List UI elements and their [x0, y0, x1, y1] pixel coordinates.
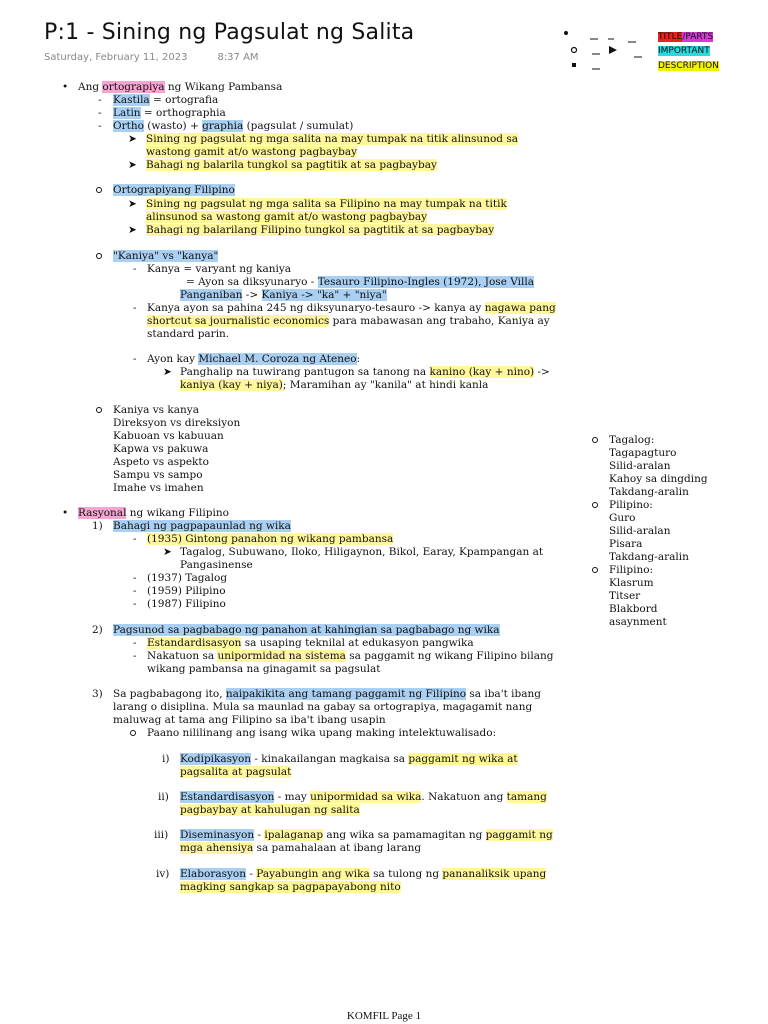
list-number: 3)	[92, 688, 103, 700]
dash-icon: -	[133, 302, 137, 314]
list-item: Guro	[609, 512, 636, 524]
list-item: (1959) Pilipino	[147, 585, 226, 597]
side-tagalog-label: Tagalog:	[609, 434, 655, 446]
circle-bullet-icon	[592, 564, 598, 577]
page-footer: KOMFIL Page 1	[346, 1010, 422, 1022]
page-title: P:1 - Sining ng Pagsulat ng Salita	[44, 20, 415, 45]
dash-icon: -	[98, 94, 102, 106]
list-item: wastong gamit at/o wastong pagbaybay	[146, 146, 358, 158]
dash-icon: -	[133, 353, 137, 365]
circle-bullet-icon	[96, 404, 102, 417]
list-item: = Ayon sa diksyunaryo - Tesauro Filipino-Ingles (1972), Jose Villa	[186, 276, 534, 288]
arrow-bullet-icon: ➤	[128, 159, 137, 171]
bullet-icon: •	[62, 507, 69, 519]
circle-bullet-icon	[130, 727, 136, 740]
list-item: (1937) Tagalog	[147, 572, 228, 584]
list-item: standard parin.	[147, 328, 230, 340]
list-item: (1935) Gintong panahon ng wikang pambansa	[147, 533, 394, 545]
section-ortograpiyang-filipino: Ortograpiyang Filipino	[113, 184, 235, 196]
list-item: Pagsunod sa pagbabago ng panahon at kahingian sa pagbabago ng wika	[113, 624, 500, 636]
list-item: Kahoy sa dingding	[609, 473, 708, 485]
dash-icon: -	[133, 572, 137, 584]
list-item: Bahagi ng balarilang Filipino tungkol sa pagtitik at sa pagbaybay	[146, 224, 495, 236]
list-item: (1987) Filipino	[147, 598, 226, 610]
arrow-bullet-icon: ➤	[163, 546, 172, 558]
dash-icon: -	[133, 533, 137, 545]
arrow-bullet-icon: ➤	[163, 366, 172, 378]
dash-icon: -	[98, 120, 102, 132]
list-item: Kanya = varyant ng kaniya	[147, 263, 292, 275]
circle-bullet-icon	[96, 184, 102, 197]
dash-icon: -	[133, 263, 137, 275]
circle-bullet-icon	[592, 499, 598, 512]
side-pilipino-label: Pilipino:	[609, 499, 653, 511]
circle-bullet-icon	[96, 250, 102, 263]
list-item: Silid-aralan	[609, 525, 671, 537]
list-item: Panganiban -> Kaniya -> "ka" + "niya"	[180, 289, 387, 301]
list-item: asaynment	[609, 616, 667, 628]
list-item: Takdang-aralin	[609, 551, 689, 563]
list-number: i)	[162, 753, 170, 765]
list-item: Paano nililinang ang isang wika upang making intelektuwalisado:	[147, 727, 497, 739]
list-item: alinsunod sa wastong gamit at/o wastong pagbaybay	[146, 211, 428, 223]
list-item: Kapwa vs pakuwa	[113, 443, 209, 455]
section-ortograpiya: Ang ortograpiya ng Wikang Pambansa	[78, 81, 283, 93]
list-item: Sining ng pagsulat ng mga salita na may tumpak na titik alinsunod sa	[146, 133, 518, 145]
dash-icon: -	[98, 107, 102, 119]
list-item: Direksyon vs direksiyon	[113, 417, 241, 429]
list-item: Latin = orthographia	[113, 107, 226, 119]
list-item: Estandardisasyon - may unipormidad sa wika. Nakatuon ang tamang	[180, 791, 547, 803]
section-rasyonal: Rasyonal ng wikang Filipino	[78, 507, 229, 519]
list-item: magking sangkap sa pagpapayabong nito	[180, 881, 401, 893]
date-text: Saturday, February 11, 2023	[44, 52, 188, 63]
list-item: shortcut sa journalistic economics para mabawasan ang trabaho, Kaniya ay	[147, 315, 550, 327]
list-item: Nakatuon sa unipormidad na sistema sa paggamit ng wikang Filipino bilang	[147, 650, 554, 662]
list-item: Panghalip na tuwirang pantugon sa tanong na kanino (kay + nino) ->	[180, 366, 550, 378]
dash-icon: -	[133, 585, 137, 597]
list-item: wikang pambansa na ginagamit sa pagsulat	[147, 663, 381, 675]
list-item: Tagalog, Subuwano, Iloko, Hiligaynon, Bikol, Earay, Kpampangan at	[180, 546, 544, 558]
list-item: Pisara	[609, 538, 643, 550]
list-item: pagbaybay at kahulugan ng salita	[180, 804, 360, 816]
list-item: Titser	[609, 590, 641, 602]
list-item: Silid-aralan	[609, 460, 671, 472]
list-item: pagsalita at pagsulat	[180, 766, 292, 778]
time-text: 8:37 AM	[217, 52, 259, 63]
list-item: Sa pagbabagong ito, naipakikita ang tamang paggamit ng Filipino sa iba't ibang	[113, 688, 541, 700]
list-item: Tagapagturo	[609, 447, 677, 459]
list-item: Kabuoan vs kabuuan	[113, 430, 224, 442]
list-item: Kodipikasyon - kinakailangan magkaisa sa paggamit ng wika at	[180, 753, 518, 765]
legend-outline-drawing	[562, 28, 658, 72]
list-item: Aspeto vs aspekto	[113, 456, 209, 468]
side-filipino-label: Filipino:	[609, 564, 654, 576]
list-number: iii)	[154, 829, 169, 841]
list-item: Estandardisasyon sa usaping teknilal at edukasyon pangwika	[147, 637, 474, 649]
list-item: Bahagi ng pagpapaunlad ng wika	[113, 520, 291, 532]
list-item: kaniya (kay + niya); Maramihan ay "kanila" at hindi kanla	[180, 379, 489, 391]
page-date	[44, 52, 259, 63]
list-item: Diseminasyon - ipalaganap ang wika sa pamamagitan ng paggamit ng	[180, 829, 553, 841]
legend-description: DESCRIPTION	[658, 61, 719, 71]
list-number: 2)	[92, 624, 103, 636]
list-item: Kanya ayon sa pahina 245 ng diksyunaryo-tesauro -> kanya ay nagawa pang	[147, 302, 556, 314]
list-item: mga ahensiya sa pamahalaan at ibang larang	[180, 842, 422, 854]
list-item: Elaborasyon - Payabungin ang wika sa tulong ng pananaliksik upang	[180, 868, 547, 880]
list-item: maluwag at tama ang Filipino sa iba't ibang usapin	[113, 714, 386, 726]
circle-bullet-icon	[592, 434, 598, 447]
list-item: larang o disiplina. Mula sa maunlad na gabay sa ortograpiya, magagamit nang	[113, 701, 533, 713]
list-item: Kastila = ortografia	[113, 94, 219, 106]
arrow-bullet-icon: ➤	[128, 133, 137, 145]
dash-icon: -	[133, 598, 137, 610]
list-item: Ortho (wasto) + graphia (pagsulat / sumulat)	[113, 120, 354, 132]
legend-title-parts: TITLE/PARTS	[658, 32, 714, 42]
legend-important: IMPORTANT	[658, 46, 710, 56]
list-number: ii)	[158, 791, 169, 803]
list-item: Blakbord	[609, 603, 658, 615]
list-number: iv)	[156, 868, 170, 880]
list-item: Takdang-aralin	[609, 486, 689, 498]
dash-icon: -	[133, 650, 137, 662]
dash-icon: -	[133, 637, 137, 649]
list-item: Kaniya vs kanya	[113, 404, 199, 416]
list-item: Klasrum	[609, 577, 654, 589]
list-item: Pangasinense	[180, 559, 253, 571]
arrow-bullet-icon: ➤	[128, 198, 137, 210]
list-item: Sining ng pagsulat ng mga salita sa Filipino na may tumpak na titik	[146, 198, 507, 210]
section-kaniya-vs-kanya: "Kaniya" vs "kanya"	[113, 250, 219, 262]
list-number: 1)	[92, 520, 103, 532]
list-item: Imahe vs imahen	[113, 482, 204, 494]
list-item: Sampu vs sampo	[113, 469, 203, 481]
list-item: Bahagi ng balarila tungkol sa pagtitik at sa pagbaybay	[146, 159, 437, 171]
arrow-bullet-icon: ➤	[128, 224, 137, 236]
list-item: Ayon kay Michael M. Coroza ng Ateneo:	[147, 353, 361, 365]
bullet-icon: •	[62, 81, 69, 93]
